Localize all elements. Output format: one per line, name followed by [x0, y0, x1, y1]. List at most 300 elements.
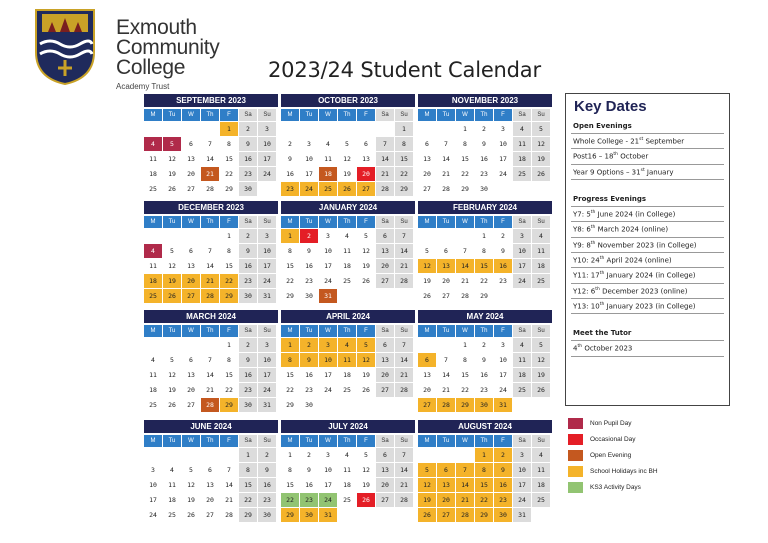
weekday-label: W	[182, 216, 200, 228]
day-cell: 20	[442, 277, 450, 285]
legend-swatch	[568, 466, 583, 477]
week-row	[144, 167, 278, 181]
legend-label: Occasional Day	[590, 436, 636, 443]
day-cell: 29	[456, 398, 474, 412]
day-cell: 16	[239, 152, 257, 166]
weekday-label: M	[281, 216, 299, 228]
weekday-label: M	[418, 216, 436, 228]
day-cell: 12	[168, 262, 176, 270]
day-cell	[456, 229, 474, 243]
weekday-header-row	[144, 216, 278, 228]
day-cell: 25	[319, 182, 337, 196]
weekday-label: W	[319, 325, 337, 337]
day-cell: 15	[461, 155, 469, 163]
weekday-header-row	[281, 325, 415, 337]
day-cell: 13	[423, 155, 431, 163]
day-cell: 24	[258, 167, 276, 181]
day-cell: 22	[395, 167, 413, 181]
day-cell: 31	[258, 398, 276, 412]
day-cell: 2	[501, 232, 505, 240]
weekday-label: M	[144, 435, 162, 447]
week-row	[144, 478, 278, 492]
day-cell: 29	[281, 508, 299, 522]
weekday-label: Su	[258, 109, 276, 121]
day-cell: 8	[288, 247, 292, 255]
day-cell: 16	[480, 155, 488, 163]
weekday-label: F	[357, 435, 375, 447]
week-row	[144, 122, 278, 136]
day-cell: 26	[532, 383, 550, 397]
day-cell	[456, 448, 474, 462]
weekday-label: Tu	[437, 325, 455, 337]
week-row	[281, 338, 415, 352]
week-row	[418, 448, 552, 462]
day-cell: 28	[201, 289, 219, 303]
week-row	[418, 338, 552, 352]
logo-line-1: Exmouth	[116, 16, 197, 39]
weekday-label: F	[494, 216, 512, 228]
day-cell: 19	[532, 368, 550, 382]
day-cell: 4	[345, 451, 349, 459]
week-row	[281, 137, 415, 151]
day-cell: 18	[513, 152, 531, 166]
day-cell: 29	[286, 401, 294, 409]
day-cell	[357, 289, 375, 303]
calendar-legend	[568, 416, 658, 496]
day-cell: 22	[225, 386, 233, 394]
weekday-label: Tu	[300, 435, 318, 447]
day-cell	[494, 182, 512, 196]
week-row	[418, 368, 552, 382]
day-cell: 5	[163, 137, 181, 151]
month-calendar	[418, 310, 552, 412]
day-cell: 23	[499, 277, 507, 285]
day-cell: 2	[300, 229, 318, 243]
weekday-label: Sa	[239, 109, 257, 121]
day-cell: 1	[395, 122, 413, 136]
day-cell: 9	[239, 137, 257, 151]
day-cell: 28	[456, 508, 474, 522]
month-calendar	[281, 310, 415, 412]
day-cell: 19	[163, 274, 181, 288]
day-cell: 14	[206, 262, 214, 270]
day-cell: 23	[480, 386, 488, 394]
day-cell: 23	[305, 386, 313, 394]
day-cell: 19	[423, 277, 431, 285]
week-row	[418, 398, 552, 412]
day-cell: 16	[239, 368, 257, 382]
weekday-label: M	[144, 325, 162, 337]
day-cell: 26	[362, 277, 370, 285]
day-cell: 26	[423, 292, 431, 300]
day-cell: 3	[258, 338, 276, 352]
day-cell: 20	[376, 259, 394, 273]
weekday-label: Th	[475, 325, 493, 337]
weekday-label: F	[357, 109, 375, 121]
day-cell: 12	[418, 259, 436, 273]
day-cell: 13	[362, 155, 370, 163]
day-cell: 7	[376, 137, 394, 151]
day-cell	[532, 508, 550, 522]
week-row	[418, 152, 552, 166]
day-cell: 8	[482, 247, 486, 255]
day-cell: 24	[324, 277, 332, 285]
day-cell: 4	[532, 448, 550, 462]
logo-trust: Academy Trust	[116, 82, 170, 91]
day-cell: 19	[362, 262, 370, 270]
day-cell: 5	[170, 356, 174, 364]
day-cell	[182, 448, 200, 462]
day-cell: 19	[362, 371, 370, 379]
legend-item	[568, 448, 658, 463]
day-cell: 28	[225, 511, 233, 519]
week-row	[418, 122, 552, 136]
day-cell: 6	[437, 463, 455, 477]
day-cell: 7	[395, 448, 413, 462]
key-dates-list	[571, 119, 724, 357]
week-row	[281, 182, 415, 196]
weekday-label: W	[319, 216, 337, 228]
month-title: SEPTEMBER 2023	[144, 94, 278, 107]
day-cell: 11	[343, 466, 351, 474]
college-logo	[34, 8, 234, 90]
day-cell: 21	[456, 493, 474, 507]
day-cell: 28	[395, 493, 413, 507]
day-cell: 28	[461, 292, 469, 300]
day-cell: 17	[324, 371, 332, 379]
day-cell: 30	[258, 508, 276, 522]
week-row	[144, 274, 278, 288]
day-cell: 26	[163, 289, 181, 303]
day-cell: 20	[357, 167, 375, 181]
day-cell: 20	[423, 170, 431, 178]
weekday-label: M	[281, 109, 299, 121]
day-cell: 3	[513, 448, 531, 462]
day-cell: 2	[239, 122, 257, 136]
day-cell: 19	[362, 481, 370, 489]
day-cell: 15	[461, 371, 469, 379]
key-date-item: Y13: 10th January 2023 (in College)	[571, 299, 724, 314]
day-cell: 9	[482, 140, 486, 148]
day-cell: 21	[442, 386, 450, 394]
day-cell: 22	[239, 493, 257, 507]
day-cell: 24	[258, 383, 276, 397]
day-cell	[319, 398, 337, 412]
day-cell: 6	[208, 466, 212, 474]
day-cell: 4	[532, 229, 550, 243]
day-cell: 6	[376, 338, 394, 352]
day-cell: 4	[345, 232, 349, 240]
day-cell: 13	[423, 371, 431, 379]
weekday-label: F	[220, 216, 238, 228]
weekday-label: Sa	[239, 435, 257, 447]
day-cell	[338, 122, 356, 136]
week-row	[418, 259, 552, 273]
day-cell: 26	[338, 182, 356, 196]
day-cell: 9	[494, 463, 512, 477]
day-cell	[163, 338, 181, 352]
legend-label: School Holidays inc BH	[590, 468, 658, 475]
day-cell: 11	[513, 137, 531, 151]
key-date-item: Whole College - 21st September	[571, 134, 724, 149]
day-cell: 3	[258, 229, 276, 243]
day-cell	[418, 338, 436, 352]
day-cell: 13	[437, 259, 455, 273]
weekday-label: Tu	[163, 109, 181, 121]
legend-swatch	[568, 434, 583, 445]
week-row	[281, 244, 415, 258]
week-row	[144, 368, 278, 382]
day-cell: 14	[442, 371, 450, 379]
day-cell: 5	[345, 140, 349, 148]
day-cell: 5	[532, 338, 550, 352]
day-cell	[281, 122, 299, 136]
week-row	[418, 182, 552, 196]
week-row	[418, 274, 552, 288]
weekday-label: Th	[201, 216, 219, 228]
legend-item	[568, 416, 658, 431]
day-cell: 9	[258, 463, 276, 477]
month-calendar	[281, 420, 415, 522]
day-cell	[201, 229, 219, 243]
day-cell: 23	[239, 383, 257, 397]
weekday-label: Su	[258, 435, 276, 447]
day-cell: 18	[532, 259, 550, 273]
weekday-label: Sa	[513, 216, 531, 228]
week-row	[144, 493, 278, 507]
day-cell: 4	[513, 122, 531, 136]
day-cell: 27	[357, 182, 375, 196]
key-date-item: Y11: 17th January 2024 (in College)	[571, 268, 724, 283]
day-cell	[532, 398, 550, 412]
weekday-label: W	[182, 109, 200, 121]
day-cell: 7	[208, 356, 212, 364]
key-date-item: Post16 – 18th October	[571, 149, 724, 164]
month-title: MARCH 2024	[144, 310, 278, 323]
day-cell	[182, 338, 200, 352]
day-cell: 6	[444, 247, 448, 255]
day-cell: 7	[208, 140, 212, 148]
day-cell	[357, 398, 375, 412]
weekday-label: Th	[338, 109, 356, 121]
week-row	[144, 383, 278, 397]
day-cell: 17	[258, 368, 276, 382]
week-row	[281, 368, 415, 382]
week-row	[144, 182, 278, 196]
day-cell: 1	[227, 341, 231, 349]
week-row	[281, 229, 415, 243]
day-cell: 25	[168, 511, 176, 519]
day-cell: 23	[300, 493, 318, 507]
weekday-header-row	[144, 325, 278, 337]
day-cell: 28	[395, 274, 413, 288]
day-cell: 25	[149, 185, 157, 193]
week-row	[281, 353, 415, 367]
day-cell: 14	[456, 259, 474, 273]
day-cell: 8	[239, 463, 257, 477]
day-cell	[300, 122, 318, 136]
day-cell: 2	[494, 448, 512, 462]
day-cell: 15	[475, 478, 493, 492]
month-calendar	[418, 201, 552, 303]
day-cell: 26	[357, 493, 375, 507]
day-cell: 30	[239, 289, 257, 303]
day-cell: 1	[281, 229, 299, 243]
day-cell: 2	[288, 140, 292, 148]
weekday-label: Sa	[513, 109, 531, 121]
day-cell: 17	[149, 496, 157, 504]
day-cell: 12	[362, 247, 370, 255]
day-cell: 6	[376, 229, 394, 243]
weekday-label: Su	[532, 325, 550, 337]
day-cell: 21	[395, 259, 413, 273]
day-cell: 15	[286, 481, 294, 489]
day-cell: 9	[307, 247, 311, 255]
day-cell: 28	[395, 383, 413, 397]
day-cell: 21	[225, 496, 233, 504]
week-row	[418, 229, 552, 243]
day-cell: 13	[206, 481, 214, 489]
key-section-heading: Open Evenings	[571, 119, 724, 134]
day-cell: 25	[144, 289, 162, 303]
day-cell: 10	[499, 140, 507, 148]
day-cell: 2	[482, 125, 486, 133]
weekday-label: F	[220, 109, 238, 121]
day-cell: 15	[395, 152, 413, 166]
day-cell: 18	[343, 262, 351, 270]
day-cell: 16	[305, 371, 313, 379]
day-cell: 26	[168, 185, 176, 193]
day-cell: 1	[482, 232, 486, 240]
day-cell	[182, 122, 200, 136]
day-cell: 10	[499, 356, 507, 364]
week-row	[281, 259, 415, 273]
day-cell: 3	[326, 451, 330, 459]
weekday-label: W	[456, 109, 474, 121]
day-cell: 20	[206, 496, 214, 504]
day-cell	[144, 122, 162, 136]
day-cell: 3	[151, 466, 155, 474]
day-cell: 5	[357, 338, 375, 352]
day-cell: 25	[343, 496, 351, 504]
day-cell: 12	[168, 371, 176, 379]
day-cell: 24	[149, 511, 157, 519]
day-cell: 19	[418, 493, 436, 507]
day-cell: 16	[239, 259, 257, 273]
day-cell: 1	[288, 451, 292, 459]
day-cell: 17	[258, 259, 276, 273]
day-cell: 14	[442, 155, 450, 163]
day-cell: 12	[532, 353, 550, 367]
day-cell	[319, 122, 337, 136]
day-cell: 29	[239, 508, 257, 522]
weekday-label: W	[456, 216, 474, 228]
day-cell: 3	[513, 229, 531, 243]
week-row	[144, 289, 278, 303]
month-calendar	[418, 420, 552, 522]
month-calendar	[418, 94, 552, 196]
day-cell: 2	[300, 338, 318, 352]
weekday-header-row	[281, 435, 415, 447]
day-cell: 3	[319, 338, 337, 352]
day-cell: 23	[494, 493, 512, 507]
day-cell: 11	[343, 247, 351, 255]
day-cell: 8	[463, 356, 467, 364]
day-cell: 2	[239, 229, 257, 243]
day-cell: 28	[437, 398, 455, 412]
day-cell: 25	[513, 167, 531, 181]
weekday-label: Sa	[513, 325, 531, 337]
day-cell: 25	[149, 401, 157, 409]
weekday-label: Tu	[300, 216, 318, 228]
day-cell: 16	[258, 478, 276, 492]
day-cell: 27	[423, 185, 431, 193]
day-cell	[338, 508, 356, 522]
weekday-label: M	[144, 216, 162, 228]
month-calendar	[281, 201, 415, 303]
day-cell: 6	[189, 140, 193, 148]
day-cell: 9	[288, 155, 292, 163]
week-row	[144, 244, 278, 258]
day-cell: 11	[338, 353, 356, 367]
weekday-label: F	[494, 325, 512, 337]
weekday-label: Sa	[239, 325, 257, 337]
key-date-item: Y10: 24th April 2024 (online)	[571, 253, 724, 268]
day-cell: 6	[189, 356, 193, 364]
day-cell	[418, 448, 436, 462]
day-cell: 4	[326, 140, 330, 148]
day-cell	[513, 182, 531, 196]
weekday-header-row	[418, 216, 552, 228]
weekday-label: Su	[532, 216, 550, 228]
day-cell: 2	[307, 451, 311, 459]
weekday-label: Sa	[376, 216, 394, 228]
weekday-label: Tu	[300, 325, 318, 337]
day-cell: 18	[149, 386, 157, 394]
day-cell: 24	[319, 493, 337, 507]
day-cell: 16	[305, 481, 313, 489]
day-cell: 12	[343, 155, 351, 163]
day-cell: 12	[168, 155, 176, 163]
day-cell: 5	[170, 247, 174, 255]
day-cell	[494, 289, 512, 303]
day-cell	[395, 289, 413, 303]
day-cell: 30	[475, 398, 493, 412]
weekday-header-row	[144, 109, 278, 121]
day-cell: 30	[480, 185, 488, 193]
day-cell: 13	[376, 463, 394, 477]
day-cell: 5	[364, 451, 368, 459]
weekday-label: F	[220, 435, 238, 447]
day-cell: 24	[499, 386, 507, 394]
day-cell	[513, 398, 531, 412]
day-cell: 14	[395, 244, 413, 258]
day-cell	[258, 182, 276, 196]
day-cell: 27	[442, 292, 450, 300]
day-cell: 9	[239, 244, 257, 258]
month-title: OCTOBER 2023	[281, 94, 415, 107]
day-cell: 5	[418, 463, 436, 477]
day-cell: 3	[258, 122, 276, 136]
day-cell: 14	[376, 152, 394, 166]
key-dates-title: Key Dates	[574, 98, 647, 115]
legend-item	[568, 464, 658, 479]
day-cell: 30	[494, 508, 512, 522]
day-cell: 26	[532, 167, 550, 181]
day-cell: 17	[499, 155, 507, 163]
day-cell: 7	[208, 247, 212, 255]
day-cell: 27	[376, 383, 394, 397]
